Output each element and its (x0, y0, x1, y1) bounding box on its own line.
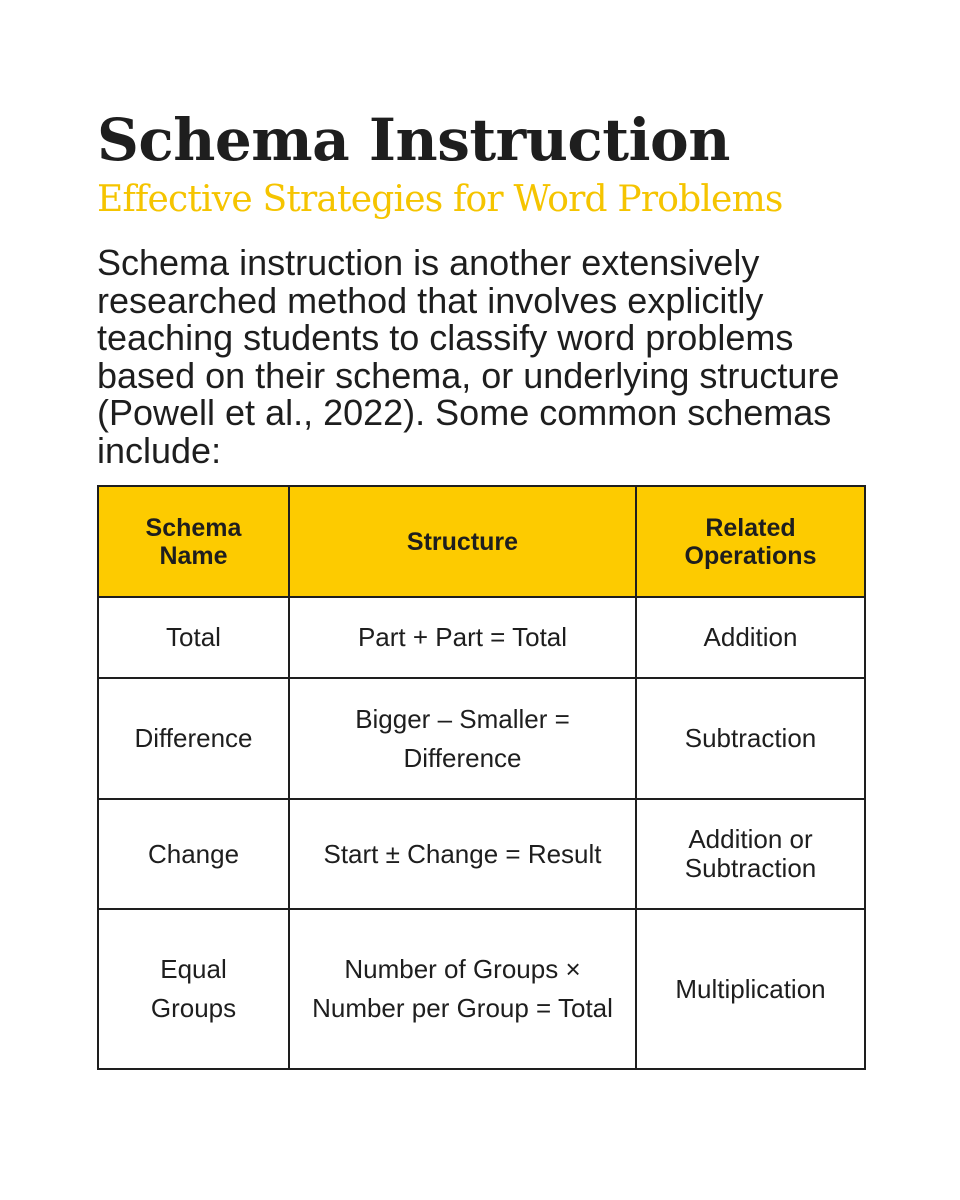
intro-paragraph: Schema instruction is another extensively researched method that involves explicitly teaching students to classify word problems based on their schema, or underlying structure (Powell et al., 2022). Some common schemas include: (97, 242, 840, 471)
page-content (97, 108, 867, 469)
table-row (98, 678, 865, 799)
page-title: Schema Instruction (97, 106, 730, 174)
cell-operations: Subtraction (636, 678, 865, 799)
header-related-operations: Related Operations (636, 486, 865, 597)
cell-operations: Multiplication (636, 909, 865, 1069)
cell-schema-name: Total (98, 597, 289, 678)
cell-structure: Part + Part = Total (289, 597, 636, 678)
table-row (98, 597, 865, 678)
cell-schema-name: Equal Groups (98, 909, 289, 1069)
page-subtitle: Effective Strategies for Word Problems (97, 179, 783, 220)
table-row (98, 909, 865, 1069)
cell-structure: Number of Groups × Number per Group = Total (289, 909, 636, 1069)
header-structure: Structure (289, 486, 636, 597)
table-header-row (98, 486, 865, 597)
table-row (98, 799, 865, 909)
schema-table (97, 485, 866, 1070)
cell-operations: Addition (636, 597, 865, 678)
cell-structure: Start ± Change = Result (289, 799, 636, 909)
header-schema-name: Schema Name (98, 486, 289, 597)
cell-schema-name: Difference (98, 678, 289, 799)
cell-operations: Addition or Subtraction (636, 799, 865, 909)
cell-schema-name: Change (98, 799, 289, 909)
cell-structure: Bigger – Smaller = Difference (289, 678, 636, 799)
